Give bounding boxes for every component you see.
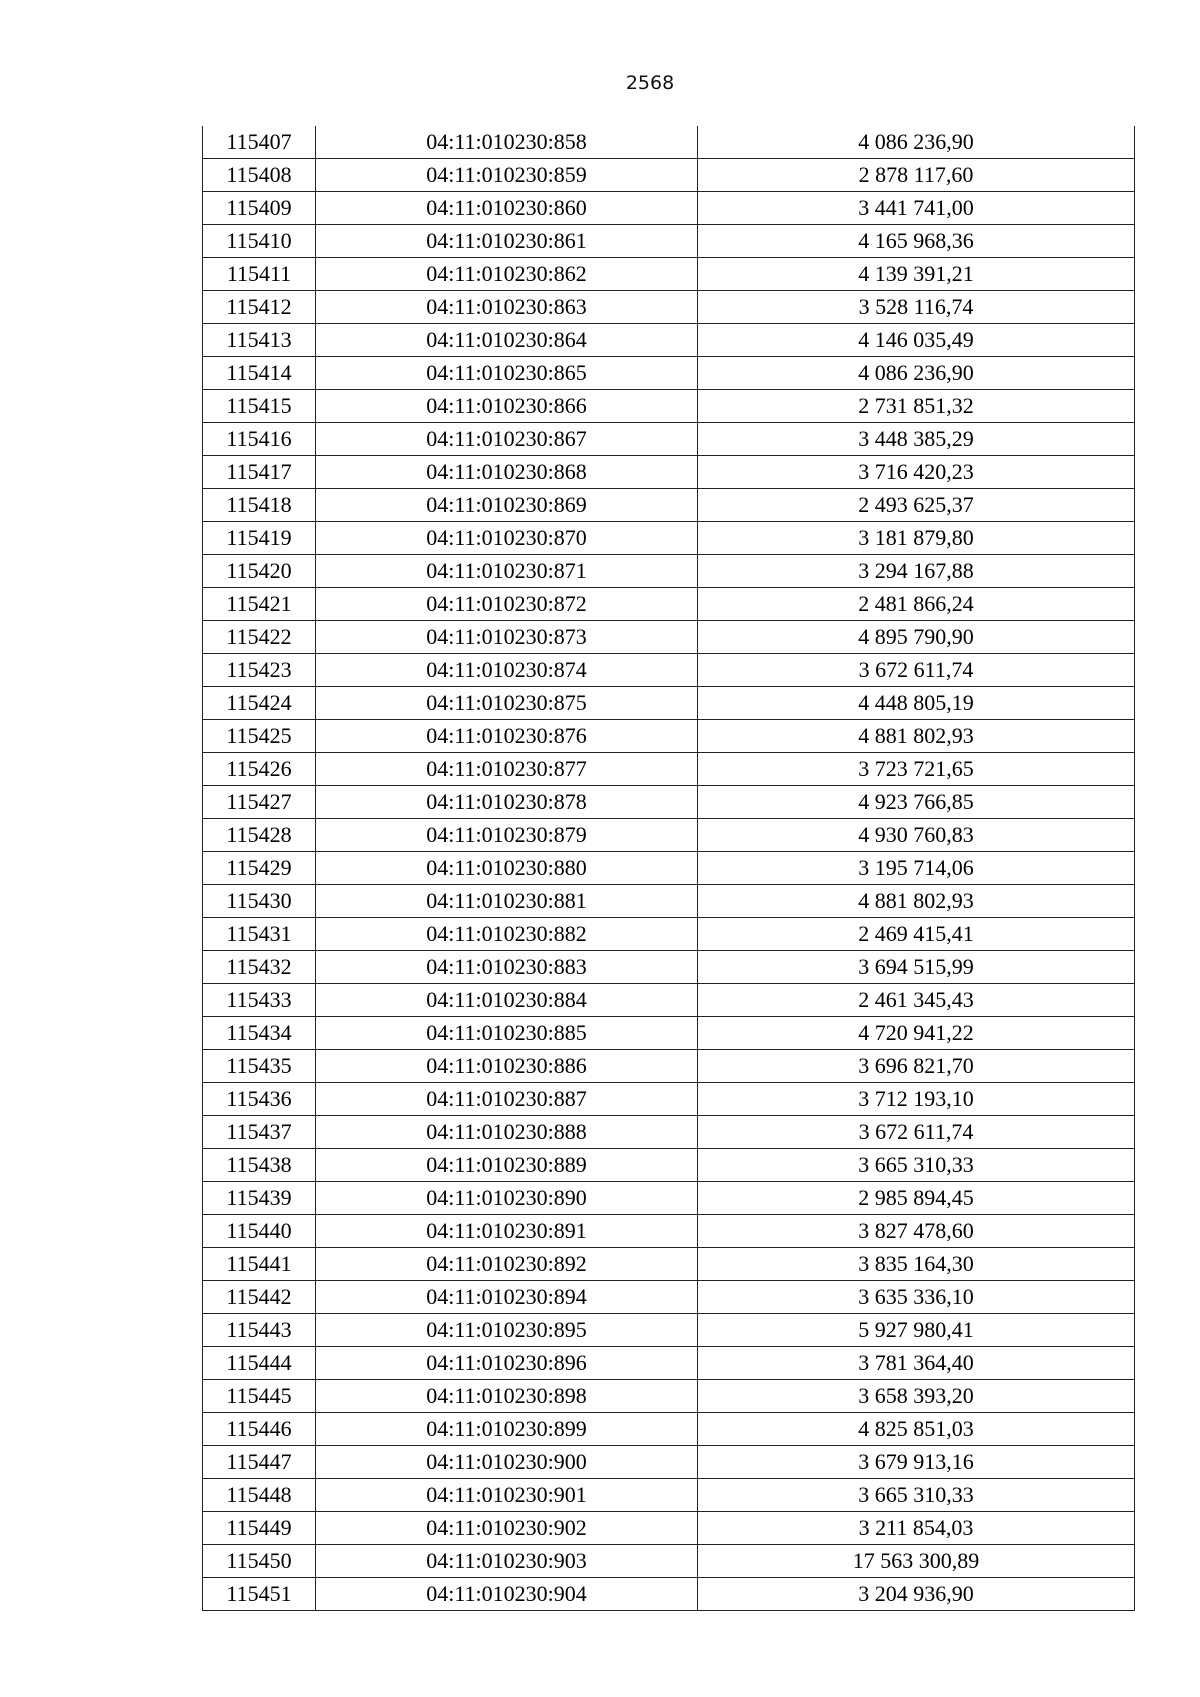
cadastral-number-cell: 04:11:010230:878: [316, 786, 698, 819]
table-row: [203, 522, 1135, 555]
cadastral-value-cell: 3 694 515,99: [698, 951, 1135, 984]
cadastral-value-cell: 3 665 310,33: [698, 1149, 1135, 1182]
cadastral-number-cell: 04:11:010230:894: [316, 1281, 698, 1314]
cadastral-number-cell: 04:11:010230:902: [316, 1512, 698, 1545]
cadastral-value-cell: 4 448 805,19: [698, 687, 1135, 720]
table-row: [203, 1116, 1135, 1149]
table-row: [203, 126, 1135, 159]
cadastral-value-cell: 3 181 879,80: [698, 522, 1135, 555]
table-row: [203, 918, 1135, 951]
table-row: [203, 1248, 1135, 1281]
cadastral-value-cell: 3 195 714,06: [698, 852, 1135, 885]
cadastral-value-cell: 3 665 310,33: [698, 1479, 1135, 1512]
row-number-cell: 115417: [203, 456, 316, 489]
cadastral-number-cell: 04:11:010230:860: [316, 192, 698, 225]
cadastral-value-cell: 17 563 300,89: [698, 1545, 1135, 1578]
table-row: [203, 720, 1135, 753]
cadastral-number-cell: 04:11:010230:864: [316, 324, 698, 357]
cadastral-number-cell: 04:11:010230:884: [316, 984, 698, 1017]
row-number-cell: 115438: [203, 1149, 316, 1182]
cadastral-value-cell: 3 658 393,20: [698, 1380, 1135, 1413]
row-number-cell: 115439: [203, 1182, 316, 1215]
cadastral-value-cell: 3 528 116,74: [698, 291, 1135, 324]
row-number-cell: 115436: [203, 1083, 316, 1116]
cadastral-value-cell: 4 146 035,49: [698, 324, 1135, 357]
cadastral-value-cell: 5 927 980,41: [698, 1314, 1135, 1347]
table-row: [203, 1347, 1135, 1380]
row-number-cell: 115426: [203, 753, 316, 786]
cadastral-number-cell: 04:11:010230:892: [316, 1248, 698, 1281]
row-number-cell: 115432: [203, 951, 316, 984]
table-row: [203, 1050, 1135, 1083]
cadastral-value-cell: 3 672 611,74: [698, 1116, 1135, 1149]
row-number-cell: 115409: [203, 192, 316, 225]
cadastral-number-cell: 04:11:010230:862: [316, 258, 698, 291]
table-row: [203, 1578, 1135, 1611]
cadastral-value-cell: 2 878 117,60: [698, 159, 1135, 192]
table-row: [203, 357, 1135, 390]
row-number-cell: 115429: [203, 852, 316, 885]
cadastral-value-cell: 3 696 821,70: [698, 1050, 1135, 1083]
table-row: [203, 390, 1135, 423]
table-row: [203, 423, 1135, 456]
cadastral-value-cell: 2 481 866,24: [698, 588, 1135, 621]
row-number-cell: 115443: [203, 1314, 316, 1347]
cadastral-value-cell: 4 720 941,22: [698, 1017, 1135, 1050]
cadastral-number-cell: 04:11:010230:866: [316, 390, 698, 423]
cadastral-number-cell: 04:11:010230:870: [316, 522, 698, 555]
cadastral-number-cell: 04:11:010230:886: [316, 1050, 698, 1083]
cadastral-number-cell: 04:11:010230:903: [316, 1545, 698, 1578]
cadastral-value-cell: 3 679 913,16: [698, 1446, 1135, 1479]
cadastral-value-cell: 3 672 611,74: [698, 654, 1135, 687]
table-row: [203, 489, 1135, 522]
table-row: [203, 687, 1135, 720]
row-number-cell: 115423: [203, 654, 316, 687]
cadastral-value-cell: 3 211 854,03: [698, 1512, 1135, 1545]
cadastral-number-cell: 04:11:010230:889: [316, 1149, 698, 1182]
cadastral-value-cell: 2 461 345,43: [698, 984, 1135, 1017]
cadastral-number-cell: 04:11:010230:883: [316, 951, 698, 984]
table-row: [203, 588, 1135, 621]
table-row: [203, 1149, 1135, 1182]
row-number-cell: 115442: [203, 1281, 316, 1314]
page-number: 2568: [625, 72, 675, 94]
cadastral-number-cell: 04:11:010230:858: [316, 126, 698, 159]
row-number-cell: 115435: [203, 1050, 316, 1083]
cadastral-value-cell: 3 781 364,40: [698, 1347, 1135, 1380]
table-row: [203, 852, 1135, 885]
table-body: [203, 126, 1135, 1611]
cadastral-number-cell: 04:11:010230:882: [316, 918, 698, 951]
row-number-cell: 115447: [203, 1446, 316, 1479]
table-row: [203, 786, 1135, 819]
cadastral-number-cell: 04:11:010230:872: [316, 588, 698, 621]
row-number-cell: 115422: [203, 621, 316, 654]
row-number-cell: 115408: [203, 159, 316, 192]
cadastral-value-cell: 2 469 415,41: [698, 918, 1135, 951]
table-row: [203, 1380, 1135, 1413]
cadastral-number-cell: 04:11:010230:867: [316, 423, 698, 456]
table-row: [203, 555, 1135, 588]
row-number-cell: 115424: [203, 687, 316, 720]
row-number-cell: 115431: [203, 918, 316, 951]
row-number-cell: 115448: [203, 1479, 316, 1512]
cadastral-value-cell: 2 731 851,32: [698, 390, 1135, 423]
table-row: [203, 291, 1135, 324]
table-row: [203, 1215, 1135, 1248]
cadastral-number-cell: 04:11:010230:887: [316, 1083, 698, 1116]
cadastral-value-cell: 4 895 790,90: [698, 621, 1135, 654]
row-number-cell: 115410: [203, 225, 316, 258]
row-number-cell: 115427: [203, 786, 316, 819]
cadastral-value-cell: 4 881 802,93: [698, 720, 1135, 753]
cadastral-value-cell: 3 441 741,00: [698, 192, 1135, 225]
cadastral-value-table: [202, 126, 1135, 1611]
cadastral-number-cell: 04:11:010230:888: [316, 1116, 698, 1149]
table-row: [203, 192, 1135, 225]
table-row: [203, 1413, 1135, 1446]
cadastral-value-cell: 3 712 193,10: [698, 1083, 1135, 1116]
cadastral-value-cell: 3 294 167,88: [698, 555, 1135, 588]
row-number-cell: 115446: [203, 1413, 316, 1446]
row-number-cell: 115415: [203, 390, 316, 423]
cadastral-value-cell: 4 930 760,83: [698, 819, 1135, 852]
cadastral-number-cell: 04:11:010230:876: [316, 720, 698, 753]
row-number-cell: 115416: [203, 423, 316, 456]
row-number-cell: 115451: [203, 1578, 316, 1611]
table-row: [203, 1182, 1135, 1215]
row-number-cell: 115441: [203, 1248, 316, 1281]
cadastral-number-cell: 04:11:010230:880: [316, 852, 698, 885]
cadastral-number-cell: 04:11:010230:869: [316, 489, 698, 522]
row-number-cell: 115421: [203, 588, 316, 621]
cadastral-number-cell: 04:11:010230:904: [316, 1578, 698, 1611]
cadastral-value-cell: 3 204 936,90: [698, 1578, 1135, 1611]
row-number-cell: 115430: [203, 885, 316, 918]
row-number-cell: 115433: [203, 984, 316, 1017]
table-row: [203, 753, 1135, 786]
cadastral-number-cell: 04:11:010230:901: [316, 1479, 698, 1512]
table-row: [203, 885, 1135, 918]
row-number-cell: 115419: [203, 522, 316, 555]
table-row: [203, 159, 1135, 192]
cadastral-value-cell: 4 086 236,90: [698, 126, 1135, 159]
cadastral-number-cell: 04:11:010230:879: [316, 819, 698, 852]
cadastral-number-cell: 04:11:010230:896: [316, 1347, 698, 1380]
cadastral-number-cell: 04:11:010230:890: [316, 1182, 698, 1215]
cadastral-value-cell: 4 086 236,90: [698, 357, 1135, 390]
table-row: [203, 1446, 1135, 1479]
cadastral-value-cell: 4 139 391,21: [698, 258, 1135, 291]
table-row: [203, 1512, 1135, 1545]
cadastral-number-cell: 04:11:010230:859: [316, 159, 698, 192]
cadastral-number-cell: 04:11:010230:881: [316, 885, 698, 918]
row-number-cell: 115407: [203, 126, 316, 159]
table-row: [203, 1017, 1135, 1050]
cadastral-value-cell: 4 825 851,03: [698, 1413, 1135, 1446]
cadastral-number-cell: 04:11:010230:899: [316, 1413, 698, 1446]
row-number-cell: 115420: [203, 555, 316, 588]
cadastral-value-cell: 3 835 164,30: [698, 1248, 1135, 1281]
row-number-cell: 115449: [203, 1512, 316, 1545]
table-row: [203, 819, 1135, 852]
row-number-cell: 115445: [203, 1380, 316, 1413]
cadastral-number-cell: 04:11:010230:868: [316, 456, 698, 489]
cadastral-number-cell: 04:11:010230:891: [316, 1215, 698, 1248]
cadastral-value-cell: 3 635 336,10: [698, 1281, 1135, 1314]
cadastral-number-cell: 04:11:010230:875: [316, 687, 698, 720]
table-row: [203, 1083, 1135, 1116]
table-row: [203, 324, 1135, 357]
row-number-cell: 115428: [203, 819, 316, 852]
cadastral-number-cell: 04:11:010230:871: [316, 555, 698, 588]
table-row: [203, 1281, 1135, 1314]
cadastral-value-cell: 2 985 894,45: [698, 1182, 1135, 1215]
cadastral-number-cell: 04:11:010230:895: [316, 1314, 698, 1347]
cadastral-value-cell: 3 827 478,60: [698, 1215, 1135, 1248]
row-number-cell: 115440: [203, 1215, 316, 1248]
table-row: [203, 225, 1135, 258]
row-number-cell: 115425: [203, 720, 316, 753]
table-row: [203, 1545, 1135, 1578]
cadastral-number-cell: 04:11:010230:873: [316, 621, 698, 654]
cadastral-number-cell: 04:11:010230:865: [316, 357, 698, 390]
cadastral-number-cell: 04:11:010230:885: [316, 1017, 698, 1050]
cadastral-value-cell: 3 723 721,65: [698, 753, 1135, 786]
cadastral-value-cell: 4 165 968,36: [698, 225, 1135, 258]
row-number-cell: 115444: [203, 1347, 316, 1380]
cadastral-value-cell: 4 881 802,93: [698, 885, 1135, 918]
cadastral-table-container: [202, 126, 1135, 1611]
row-number-cell: 115411: [203, 258, 316, 291]
cadastral-value-cell: 2 493 625,37: [698, 489, 1135, 522]
cadastral-number-cell: 04:11:010230:900: [316, 1446, 698, 1479]
table-row: [203, 984, 1135, 1017]
row-number-cell: 115412: [203, 291, 316, 324]
table-row: [203, 621, 1135, 654]
row-number-cell: 115413: [203, 324, 316, 357]
cadastral-number-cell: 04:11:010230:863: [316, 291, 698, 324]
table-row: [203, 456, 1135, 489]
table-row: [203, 1314, 1135, 1347]
table-row: [203, 654, 1135, 687]
cadastral-number-cell: 04:11:010230:861: [316, 225, 698, 258]
table-row: [203, 1479, 1135, 1512]
cadastral-value-cell: 4 923 766,85: [698, 786, 1135, 819]
row-number-cell: 115450: [203, 1545, 316, 1578]
cadastral-number-cell: 04:11:010230:877: [316, 753, 698, 786]
row-number-cell: 115414: [203, 357, 316, 390]
row-number-cell: 115418: [203, 489, 316, 522]
table-row: [203, 258, 1135, 291]
cadastral-number-cell: 04:11:010230:874: [316, 654, 698, 687]
row-number-cell: 115434: [203, 1017, 316, 1050]
table-row: [203, 951, 1135, 984]
cadastral-value-cell: 3 448 385,29: [698, 423, 1135, 456]
row-number-cell: 115437: [203, 1116, 316, 1149]
cadastral-number-cell: 04:11:010230:898: [316, 1380, 698, 1413]
cadastral-value-cell: 3 716 420,23: [698, 456, 1135, 489]
